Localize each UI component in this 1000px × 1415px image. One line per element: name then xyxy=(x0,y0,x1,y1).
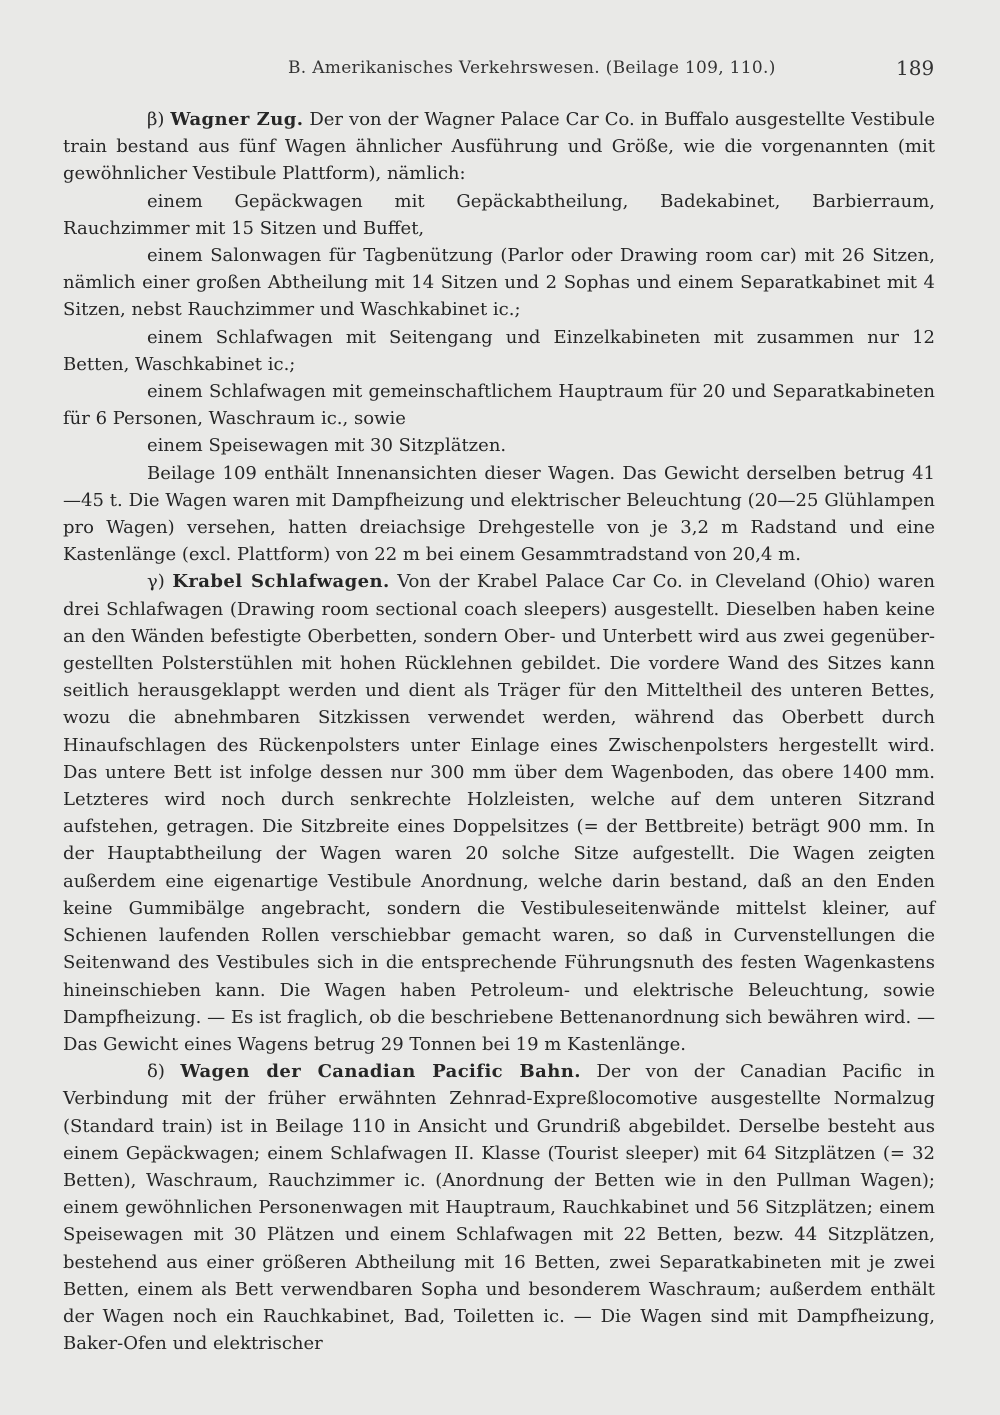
section-heading: Krabel Schlafwagen. xyxy=(172,571,390,593)
list-item: einem Gepäckwagen mit Gepäckabtheilung, Badekabinet, Barbierraum, Rauchzimmer mit 15 Sitzen und Buffet, xyxy=(63,190,935,239)
paragraph-krabel-sleeper xyxy=(63,568,935,1058)
body-text xyxy=(63,106,935,1357)
section-heading: Wagen der Canadian Pacific Bahn. xyxy=(180,1061,581,1083)
list-item: einem Schlafwagen mit gemeinschaftlichem Hauptraum für 20 und Separatkabineten für 6 Personen, Waschraum ic., sowie xyxy=(63,381,935,430)
section-heading: Wagner Zug. xyxy=(170,109,304,130)
paragraph-text: Von der Krabel Palace Car Co. in Cleveland (Ohio) waren drei Schlafwagen (Drawing room sectional coach sleepers) ausgestellt. Dieselben haben keine an den Wänden befestigte Oberbetten, sondern Ober- und Unterbett wird aus zwei gegenüber-gestellten Polsterstühlen mit hohen Rücklehnen gebildet. Die vordere Wand des Sitzes kann seitlich herausgeklappt werden und dient als Träger für den Mitteltheil des unteren Bettes, wozu die abnehmbaren Sitzkissen verwendet werden, während das Oberbett durch Hinaufschlagen des Rückenpolsters unter Einlage eines Zwischenpolsters hergestellt wird. Das untere Bett ist infolge dessen nur 300 mm über dem Wagenboden, das obere 1400 mm. Letzteres wird noch durch senkrechte Holzleisten, welche auf dem unteren Sitzrand aufstehen, getragen. Die Sitzbreite eines Doppelsitzes (= der Bettbreite) beträgt 900 mm. In der Hauptabtheilung der Wagen waren 20 solche Sitze aufgestellt. Die Wagen zeigten außerdem eine eigenartige Vestibule Anordnung, welche darin bestand, daß an den Enden keine Gummibälge angebracht, sondern die Vestibuleseitenwände mittelst kleiner, auf Schienen laufenden Rollen verschiebbar gemacht waren, so daß in Curvenstellungen die Seitenwand des Vestibules sich in die entsprechende Führungsnuth des festen Wagenkastens hineinschieben kann. Die Wagen haben Petroleum- und elektrische Beleuchtung, sowie Dampfheizung. — Es ist fraglich, ob die beschriebene Bettenanordnung sich bewähren wird. — Das Gewicht eines Wagens betrug 29 Tonnen bei 19 m Kastenlänge. xyxy=(63,571,935,1055)
paragraph-wagner-train xyxy=(63,106,935,188)
paragraph-text: Der von der Canadian Pacific in Verbindung mit der früher erwähnten Zehnrad-Expreßlocomotive ausgestellte Normalzug (Standard train) ist in Beilage 110 in Ansicht und Grundriß abgebildet. Derselbe besteht aus einem Gepäckwagen; einem Schlafwagen II. Klasse (Tourist sleeper) mit 64 Sitzplätzen (= 32 Betten), Waschraum, Rauchzimmer ic. (Anordnung der Betten wie in den Pullman Wagen); einem gewöhnlichen Personenwagen mit Hauptraum, Rauchkabinet und 56 Sitzplätzen; einem Speisewagen mit 30 Plätzen und einem Schlafwagen mit 22 Betten, bezw. 44 Sitzplätzen, bestehend aus einer größeren Abtheilung mit 16 Betten, zwei Separatkabineten mit je zwei Betten, einem als Bett verwendbaren Sopha und besonderem Waschraum; außerdem enthält der Wagen noch ein Rauchkabinet, Bad, Toiletten ic. — Die Wagen sind mit Dampfheizung, Baker-Ofen und elektrischer xyxy=(63,1061,935,1355)
header-title: B. Amerikanisches Verkehrswesen. (Beilage 109, 110.) xyxy=(288,58,776,78)
list-item: einem Salonwagen für Tagbenützung (Parlor oder Drawing room car) mit 26 Sitzen, nämlich einer großen Abtheilung mit 14 Sitzen und 2 Sophas und einem Separatkabinet mit 4 Sitzen, nebst Rauchzimmer und Waschkabinet ic.; xyxy=(63,245,935,321)
page-number: 189 xyxy=(896,56,935,80)
section-label: γ) xyxy=(147,571,173,593)
list-item: einem Speisewagen mit 30 Sitzplätzen. xyxy=(147,435,507,457)
section-label: δ) xyxy=(147,1061,181,1083)
paragraph-canadian-pacific xyxy=(63,1058,935,1357)
section-label: β) xyxy=(147,109,171,130)
paragraph-text: Der von der Wagner Palace Car Co. in Buffalo ausgestellte Vestibule train bestand aus fünf Wagen ähnlicher Ausführung und Größe, wie die vorgenannten (mit gewöhnlicher Vestibule Plattform), nämlich: xyxy=(63,109,935,185)
paragraph-text: Beilage 109 enthält Innenansichten dieser Wagen. Das Gewicht derselben betrug 41—45 t. Die Wagen waren mit Dampfheizung und elektrischer Beleuchtung (20—25 Glühlampen pro Wagen) versehen, hatten dreiachsige Drehgestelle von je 3,2 m Radstand und eine Kastenlänge (excl. Plattform) von 22 m bei einem Gesammtradstand von 20,4 m. xyxy=(63,462,935,566)
list-item: einem Schlafwagen mit Seitengang und Einzelkabineten mit zusammen nur 12 Betten, Waschkabinet ic.; xyxy=(63,326,935,375)
running-header xyxy=(0,58,1000,86)
